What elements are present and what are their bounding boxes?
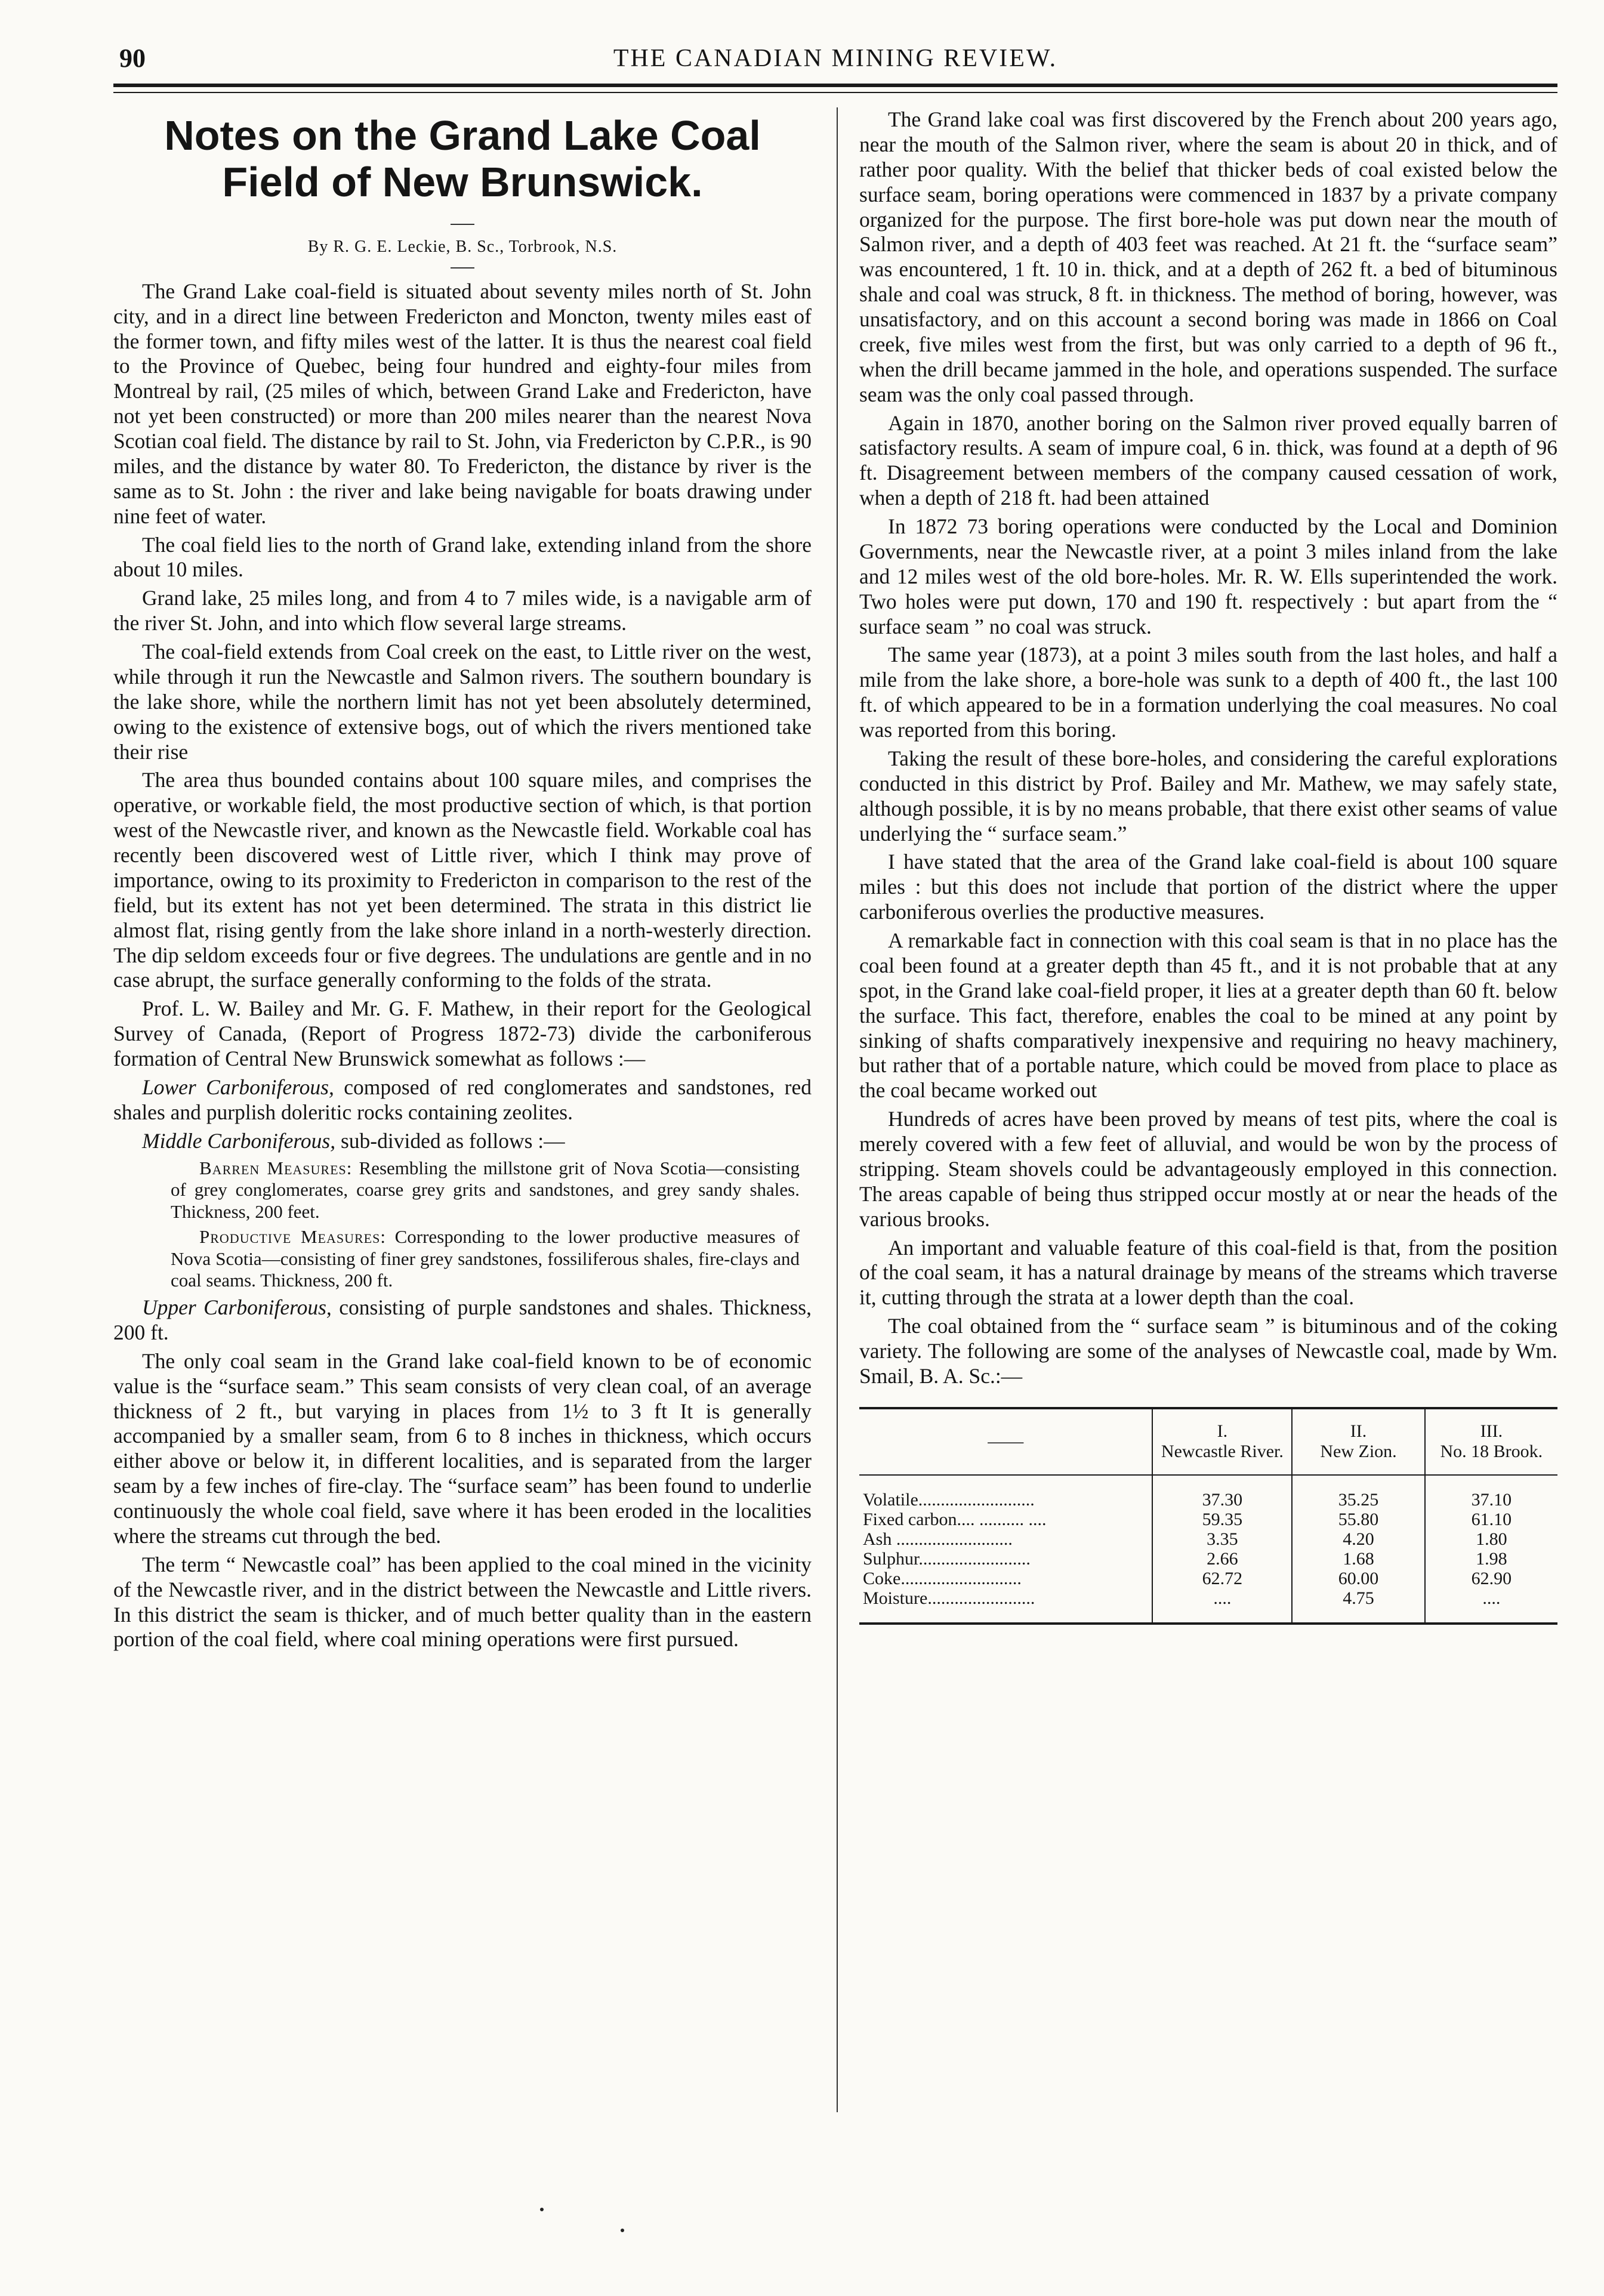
barren-measures-label: Barren Measures: (199, 1157, 353, 1178)
paragraph: In 1872 73 boring operations were conducted by the Local and Dominion Governments, near the Newcastle river, at a point 3 miles inland from the lake and 12 miles west of the old bore-holes. Mr. R. W. Ells superintended the work. Two holes were put down, 170 and 190 ft. respectively : but apart from the “ surface seam ” no coal was struck. (859, 514, 1557, 638)
header-rule-thick (113, 84, 1557, 87)
paragraph: A remarkable fact in connection with this coal seam is that in no place has the coal been found at a greater depth than 45 ft., and it is not probable that at any spot, in the Grand lake coal-field proper, it lies at a greater depth than 60 ft. below the surface. This fact, therefore, enables the coal to be mined at any point by sinking of shafts comparatively inexpensive and requiring no heavy machinery, but rather that of a portable nature, which could be moved from place to place as the coal became worked out (859, 928, 1557, 1103)
table-cell: 4.75 (1292, 1588, 1424, 1624)
column-header (1292, 1408, 1424, 1475)
title-divider (451, 224, 474, 225)
table-cell: 61.10 (1425, 1510, 1557, 1529)
lower-carboniferous-label: Lower Carboniferous, (142, 1075, 334, 1099)
table-cell: 59.35 (1152, 1510, 1292, 1529)
table-cell: 62.90 (1425, 1569, 1557, 1588)
column-label: Newcastle River. (1161, 1442, 1284, 1462)
stray-print-mark (540, 2208, 544, 2211)
table-cell: 37.30 (1152, 1475, 1292, 1510)
column-header (1425, 1408, 1557, 1475)
table-header-row (859, 1408, 1557, 1475)
column-numeral: II. (1350, 1421, 1367, 1441)
table-cell: 60.00 (1292, 1569, 1424, 1588)
table-cell: 35.25 (1292, 1475, 1424, 1510)
table-row (859, 1569, 1557, 1588)
productive-measures-text: Corresponding to the lower productive measures of Nova Scotia—consisting of finer grey sandstones, fossiliferous shales, fire-clays and coal seams. Thickness, 200 ft. (171, 1226, 800, 1291)
paragraph: Hundreds of acres have been proved by means of test pits, where the coal is merely covered with a few feet of alluvial, and would be won by the process of stripping. Steam shovels could be advantageously employed in this connection. The areas capable of being thus stripped occur mostly at or near the heads of the various brooks. (859, 1107, 1557, 1231)
table-cell: 3.35 (1152, 1529, 1292, 1549)
barren-measures-entry (171, 1158, 800, 1223)
table-cell: 55.80 (1292, 1510, 1424, 1529)
table-row (859, 1549, 1557, 1569)
paragraph: I have stated that the area of the Grand lake coal-field is about 100 square miles : but this does not include that portion of the district where the upper carboniferous overlies the productive measures. (859, 850, 1557, 924)
column-divider (837, 107, 838, 2112)
paragraph: The Grand lake coal was first discovered by the French about 200 years ago, near the mouth of the Salmon river, where the seam is about 20 in thick, and of rather poor quality. With the belief that thicker beds of coal existed below the surface seam, boring operations were commenced in 1837 by a private company organized for the purpose. The first bore-hole was put down near the mouth of Salmon river, and a depth of 403 feet was reached. At 21 ft. the “surface seam” was encountered, 1 ft. 10 in. thick, and at a depth of 262 ft. a bed of bituminous shale and coal was struck, 8 ft. in thickness. The method of boring, however, was unsatisfactory, and on this account a second boring was made in 1866 on Coal creek, five miles west from the first, but was only carried to a depth of 96 ft., when the drill became jammed in the hole, and operations suspended. The surface seam was the only coal passed through. (859, 107, 1557, 406)
table-cell: 4.20 (1292, 1529, 1424, 1549)
paragraph: The same year (1873), at a point 3 miles south from the last holes, and half a mile from the lake shore, a bore-hole was sunk to a depth of 400 ft., the last 100 ft. of which appeared to be in a formation underlying the coal measures. No coal was reported from this boring. (859, 643, 1557, 742)
page-header (113, 37, 1557, 79)
table-cell: 1.98 (1425, 1549, 1557, 1569)
middle-carboniferous-label: Middle Carboniferous, (142, 1128, 336, 1153)
byline: By R. G. E. Leckie, B. Sc., Torbrook, N.S. (307, 237, 618, 256)
right-column (859, 107, 1557, 1625)
upper-carboniferous-text: consisting of purple sandstones and shales. Thickness, 200 ft. (113, 1295, 812, 1344)
running-head: THE CANADIAN MINING REVIEW. (613, 45, 1058, 72)
paragraph: The area thus bounded contains about 100 square miles, and comprises the operative, or workable field, the most productive section of which, is that portion west of the Newcastle river, and known as the Newcastle field. Workable coal has recently been discovered west of Little river, which I think may prove of importance, owing to its proximity to Fredericton in comparison to the rest of the field, but its extent has not yet been determined. The strata in this district lie almost flat, rising gently from the lake shore inland in a north-westerly direction. The dip seldom exceeds four or five degrees. The undulations are gentle and in no case abrupt, the surface generally conforming to the folds of the strata. (113, 768, 812, 992)
row-label: Coke........................... (863, 1568, 1022, 1588)
table-cell: .... (1425, 1588, 1557, 1624)
column-label: No. 18 Brook. (1440, 1442, 1543, 1462)
table-row (859, 1510, 1557, 1529)
paragraph: Prof. L. W. Bailey and Mr. G. F. Mathew, in their report for the Geological Survey of Canada, (Report of Progress 1872-73) divide the carboniferous formation of Central New Brunswick somewhat as follows :— (113, 996, 812, 1071)
column-numeral: I. (1217, 1421, 1228, 1441)
middle-carboniferous-text: sub-divided as follows :— (335, 1128, 565, 1153)
table-row (859, 1529, 1557, 1549)
lower-carboniferous-text: composed of red conglomerates and sandstones, red shales and purplish doleritic rocks containing zeolites. (113, 1075, 812, 1124)
paragraph: The coal-field extends from Coal creek on the east, to Little river on the west, while through it run the Newcastle and Salmon rivers. The southern boundary is the lake shore, while the northern limit has not yet been absolutely determined, owing to the existence of extensive bogs, out of which the rivers mentioned take their rise (113, 640, 812, 764)
productive-measures-entry (171, 1226, 800, 1292)
paragraph: Taking the result of these bore-holes, and considering the careful explorations conducted in this district by Prof. Bailey and Mr. Mathew, we may safely state, although possible, it is by no means probable, that there exist other seams of value underlying the “ surface seam.” (859, 746, 1557, 845)
column-header (1152, 1408, 1292, 1475)
row-label: Ash .......................... (863, 1529, 1013, 1549)
table-cell: 2.66 (1152, 1549, 1292, 1569)
upper-carboniferous-label: Upper Carboniferous, (142, 1295, 332, 1320)
table-cell: .... (1152, 1588, 1292, 1624)
row-label: Volatile.......................... (863, 1489, 1035, 1510)
paragraph: Grand lake, 25 miles long, and from 4 to 7 miles wide, is a navigable arm of the river St. John, and into which flow several large streams. (113, 586, 812, 635)
paragraph: The coal field lies to the north of Grand lake, extending inland from the shore about 10 miles. (113, 532, 812, 582)
page-number: 90 (119, 44, 146, 73)
table-cell: 62.72 (1152, 1569, 1292, 1588)
table-cell: 1.80 (1425, 1529, 1557, 1549)
barren-measures-text: Resembling the millstone grit of Nova Scotia—consisting of grey conglomerates, coarse grey grits and sandstones, and grey sandy shales. Thickness, 200 feet. (171, 1157, 800, 1222)
table-cell: 37.10 (1425, 1475, 1557, 1510)
paragraph: The Grand Lake coal-field is situated about seventy miles north of St. John city, and in a direct line between Fredericton and Moncton, twenty miles east of the former town, and fifty miles west of the latter. It is thus the nearest coal field to the Province of Quebec, being four hundred and eighty-four miles from Montreal by rail, (25 miles of which, between Grand Lake and Fredericton, have not yet been constructed) or more than 200 miles nearer than the nearest Nova Scotian coal field. The distance by rail to St. John, via Fredericton by C.P.R., is 90 miles, and the distance by water 80. To Fredericton, the distance by river is the same as to St. John : the river and lake being navigable for boats drawing under nine feet of water. (113, 279, 812, 528)
middle-carboniferous-entry (113, 1129, 812, 1154)
stray-print-mark (621, 2229, 624, 2232)
table-corner: —— (988, 1431, 1024, 1451)
paragraph: The term “ Newcastle coal” has been applied to the coal mined in the vicinity of the Newcastle river, and in the district between the Newcastle and Little rivers. In this district the seam is thicker, and of much better quality than in the eastern portion of the coal field, where coal mining operations were first pursued. (113, 1552, 812, 1652)
coal-analysis-table (859, 1407, 1557, 1625)
left-column (113, 107, 812, 1656)
paragraph: Again in 1870, another boring on the Salmon river proved equally barren of satisfactory results. A seam of impure coal, 6 in. thick, was found at a depth of 96 ft. Disagreement between members of the company caused cessation of work, when a depth of 218 ft. had been attained (859, 411, 1557, 510)
column-label: New Zion. (1320, 1442, 1397, 1462)
column-numeral: III. (1480, 1421, 1503, 1441)
table-cell: 1.68 (1292, 1549, 1424, 1569)
table-row (859, 1475, 1557, 1510)
article-title: Notes on the Grand Lake Coal Field of New Brunswick. (164, 112, 761, 206)
coal-analysis-table-wrapper (859, 1407, 1557, 1625)
upper-carboniferous-entry (113, 1295, 812, 1345)
row-label: Fixed carbon.... .......... .... (863, 1509, 1047, 1529)
paragraph: An important and valuable feature of this coal-field is that, from the position of the coal seam, it has a natural drainage by means of the streams which traverse it, cutting through the strata at a lower depth than the coal. (859, 1235, 1557, 1310)
row-label: Moisture........................ (863, 1588, 1035, 1608)
header-rule-thin (113, 92, 1557, 93)
productive-measures-label: Productive Measures: (199, 1226, 386, 1248)
lower-carboniferous-entry (113, 1075, 812, 1125)
paragraph: The only coal seam in the Grand lake coal-field known to be of economic value is the “surface seam.” This seam consists of very clean coal, of an average thickness of 2 ft., but varying in places from 1½ to 3 ft It is generally accompanied by a smaller seam, from 6 to 8 inches in thickness, which occurs either above or below it, in different localities, and is separated from the larger seam by a few inches of fire-clay. The “surface seam” has been found to underlie continuously the whole coal field, save where it has been eroded in the localities where the streams cut through the bed. (113, 1348, 812, 1548)
row-label: Sulphur......................... (863, 1548, 1031, 1569)
paragraph: The coal obtained from the “ surface seam ” is bituminous and of the coking variety. The following are some of the analyses of Newcastle coal, made by Wm. Smail, B. A. Sc.:— (859, 1314, 1557, 1388)
table-row (859, 1588, 1557, 1624)
byline-divider (451, 267, 474, 269)
